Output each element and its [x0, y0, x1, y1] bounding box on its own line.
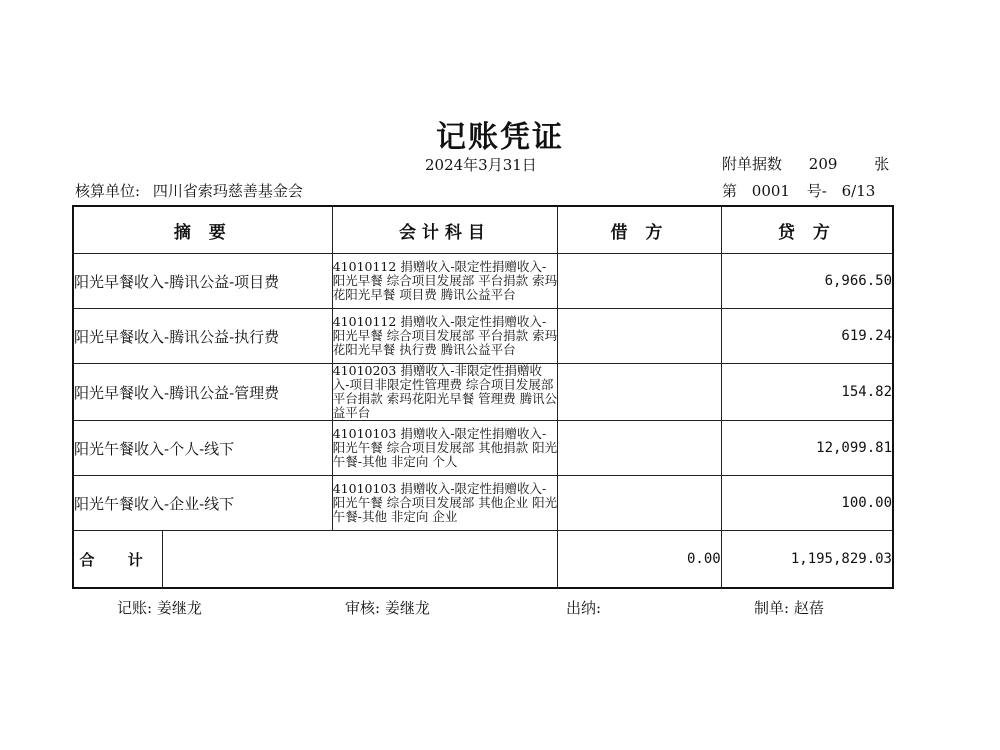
row-debit [558, 476, 722, 531]
table-header-row [73, 206, 893, 254]
row-subject: 41010203 捐赠收入-非限定性捐赠收入-项目非限定性管理费 综合项目发展部 平台捐款 索玛花阳光早餐 管理费 腾讯公益平台 [332, 363, 558, 420]
accounting-unit-label: 核算单位: [75, 182, 141, 200]
row-subject: 41010103 捐赠收入-限定性捐赠收入-阳光午餐 综合项目发展部 其他捐款 阳光午餐-其他 非定向 个人 [332, 421, 557, 476]
attachment-unit: 张 [874, 155, 890, 173]
total-credit: 1,195,829.03 [721, 531, 893, 589]
table-row [73, 476, 893, 531]
voucher-number-prefix: 第 [722, 182, 738, 200]
row-summary: 阳光早餐收入-腾讯公益-管理费 [73, 364, 332, 421]
table-row [73, 364, 893, 421]
table-row [73, 421, 893, 476]
preparer-signature: 制单: 赵蓓 [754, 599, 824, 617]
header-subject: 会计科目 [332, 206, 557, 254]
voucher-page: 6/13 [841, 182, 876, 200]
accounting-unit [75, 180, 303, 201]
row-debit [558, 309, 722, 364]
row-summary: 阳光早餐收入-腾讯公益-执行费 [73, 309, 332, 364]
row-subject: 41010112 捐赠收入-限定性捐赠收入-阳光早餐 综合项目发展部 平台捐款 索玛花阳光早餐 项目费 腾讯公益平台 [332, 254, 557, 309]
total-blank [163, 531, 558, 589]
voucher-date: 2024年3月31日 [425, 156, 537, 174]
table-row [73, 254, 893, 309]
row-subject: 41010103 捐赠收入-限定性捐赠收入-阳光午餐 综合项目发展部 其他企业 阳光午餐-其他 非定向 企业 [332, 476, 557, 531]
reviewer-signature: 审核: 姜继龙 [345, 599, 430, 617]
row-credit: 6,966.50 [721, 254, 893, 309]
row-credit: 12,099.81 [721, 421, 893, 476]
row-summary: 阳光早餐收入-腾讯公益-项目费 [73, 254, 332, 309]
row-credit: 100.00 [721, 476, 893, 531]
total-row [73, 531, 893, 589]
header-debit: 借 方 [558, 206, 722, 254]
attachment-number: 209 [808, 155, 838, 173]
cashier-signature: 出纳: [566, 599, 602, 617]
bookkeeper-signature: 记账: 姜继龙 [117, 599, 202, 617]
header-credit: 贷 方 [721, 206, 893, 254]
row-debit [558, 421, 722, 476]
voucher-number-value: 0001 [751, 182, 790, 200]
row-summary: 阳光午餐收入-个人-线下 [73, 421, 332, 476]
total-label: 合 计 [73, 531, 163, 589]
row-subject: 41010112 捐赠收入-限定性捐赠收入-阳光早餐 综合项目发展部 平台捐款 索玛花阳光早餐 执行费 腾讯公益平台 [332, 309, 557, 364]
accounting-unit-value: 四川省索玛慈善基金会 [152, 182, 303, 200]
row-debit [558, 254, 722, 309]
total-debit: 0.00 [558, 531, 722, 589]
row-debit [558, 364, 722, 421]
voucher-title: 记账凭证 [436, 120, 564, 155]
voucher-number [722, 180, 875, 201]
row-summary: 阳光午餐收入-企业-线下 [73, 476, 332, 531]
voucher-table [72, 205, 894, 589]
attachment-count [722, 153, 889, 174]
table-row [73, 309, 893, 364]
row-credit: 154.82 [721, 364, 893, 421]
header-summary: 摘 要 [73, 206, 332, 254]
attachment-label: 附单据数 [722, 155, 783, 173]
voucher-number-suffix: 号- [806, 182, 827, 200]
row-credit: 619.24 [721, 309, 893, 364]
